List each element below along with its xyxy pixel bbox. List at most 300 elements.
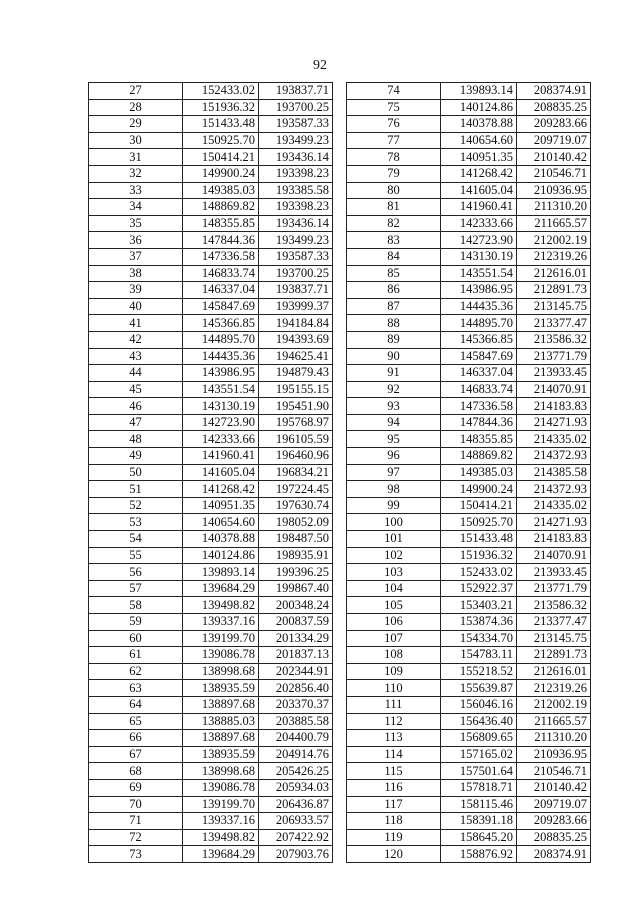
table-row <box>89 199 333 216</box>
x-coordinate-cell: 158391.18 <box>441 813 517 830</box>
x-coordinate-cell: 140124.86 <box>441 99 517 116</box>
table-row <box>347 199 591 216</box>
point-number-cell: 74 <box>347 83 441 100</box>
y-coordinate-cell: 214070.91 <box>517 381 591 398</box>
table-row <box>89 796 333 813</box>
x-coordinate-cell: 158115.46 <box>441 796 517 813</box>
y-coordinate-cell: 210936.95 <box>517 746 591 763</box>
y-coordinate-cell: 195768.97 <box>259 414 333 431</box>
y-coordinate-cell: 194184.84 <box>259 315 333 332</box>
point-number-cell: 39 <box>89 282 183 299</box>
x-coordinate-cell: 140378.88 <box>441 116 517 133</box>
table-row <box>89 99 333 116</box>
x-coordinate-cell: 152922.37 <box>441 580 517 597</box>
y-coordinate-cell: 196460.96 <box>259 448 333 465</box>
table-row <box>347 331 591 348</box>
x-coordinate-cell: 138998.68 <box>183 663 259 680</box>
y-coordinate-cell: 210546.71 <box>517 763 591 780</box>
point-number-cell: 109 <box>347 663 441 680</box>
y-coordinate-cell: 193837.71 <box>259 83 333 100</box>
y-coordinate-cell: 214335.02 <box>517 497 591 514</box>
table-row <box>347 597 591 614</box>
point-number-cell: 42 <box>89 331 183 348</box>
y-coordinate-cell: 209719.07 <box>517 796 591 813</box>
y-coordinate-cell: 214070.91 <box>517 547 591 564</box>
x-coordinate-cell: 142333.66 <box>183 431 259 448</box>
point-number-cell: 65 <box>89 713 183 730</box>
x-coordinate-cell: 139199.70 <box>183 630 259 647</box>
y-coordinate-cell: 199867.40 <box>259 580 333 597</box>
x-coordinate-cell: 150414.21 <box>441 497 517 514</box>
table-row <box>89 414 333 431</box>
point-number-cell: 90 <box>347 348 441 365</box>
point-number-cell: 66 <box>89 730 183 747</box>
table-row <box>347 132 591 149</box>
y-coordinate-cell: 206436.87 <box>259 796 333 813</box>
table-row <box>347 149 591 166</box>
table-row <box>347 365 591 382</box>
x-coordinate-cell: 139337.16 <box>183 813 259 830</box>
point-number-cell: 77 <box>347 132 441 149</box>
table-row <box>89 647 333 664</box>
point-number-cell: 70 <box>89 796 183 813</box>
table-row <box>89 746 333 763</box>
y-coordinate-cell: 213377.47 <box>517 614 591 631</box>
y-coordinate-cell: 198935.91 <box>259 547 333 564</box>
y-coordinate-cell: 214335.02 <box>517 431 591 448</box>
table-row <box>89 663 333 680</box>
y-coordinate-cell: 212616.01 <box>517 265 591 282</box>
x-coordinate-cell: 139086.78 <box>183 647 259 664</box>
y-coordinate-cell: 195451.90 <box>259 398 333 415</box>
x-coordinate-cell: 140951.35 <box>183 497 259 514</box>
table-row <box>89 464 333 481</box>
x-coordinate-cell: 153403.21 <box>441 597 517 614</box>
table-row <box>89 630 333 647</box>
point-number-cell: 43 <box>89 348 183 365</box>
x-coordinate-cell: 147844.36 <box>441 414 517 431</box>
y-coordinate-cell: 214183.83 <box>517 531 591 548</box>
point-number-cell: 78 <box>347 149 441 166</box>
x-coordinate-cell: 151433.48 <box>183 116 259 133</box>
table-row <box>347 464 591 481</box>
point-number-cell: 34 <box>89 199 183 216</box>
table-row <box>347 796 591 813</box>
point-number-cell: 67 <box>89 746 183 763</box>
x-coordinate-cell: 147336.58 <box>183 248 259 265</box>
x-coordinate-cell: 145366.85 <box>441 331 517 348</box>
y-coordinate-cell: 211665.57 <box>517 713 591 730</box>
y-coordinate-cell: 206933.57 <box>259 813 333 830</box>
table-row <box>347 215 591 232</box>
x-coordinate-cell: 151936.32 <box>183 99 259 116</box>
table-row <box>347 647 591 664</box>
x-coordinate-cell: 145366.85 <box>183 315 259 332</box>
x-coordinate-cell: 150925.70 <box>183 132 259 149</box>
table-row <box>89 116 333 133</box>
y-coordinate-cell: 201334.29 <box>259 630 333 647</box>
table-row <box>89 165 333 182</box>
y-coordinate-cell: 210140.42 <box>517 149 591 166</box>
table-row <box>89 779 333 796</box>
x-coordinate-cell: 141605.04 <box>183 464 259 481</box>
y-coordinate-cell: 207903.76 <box>259 846 333 863</box>
point-number-cell: 50 <box>89 464 183 481</box>
x-coordinate-cell: 138897.68 <box>183 730 259 747</box>
table-row <box>347 663 591 680</box>
y-coordinate-cell: 193436.14 <box>259 215 333 232</box>
point-number-cell: 52 <box>89 497 183 514</box>
point-number-cell: 45 <box>89 381 183 398</box>
table-row <box>89 829 333 846</box>
point-number-cell: 103 <box>347 564 441 581</box>
point-number-cell: 93 <box>347 398 441 415</box>
table-row <box>89 680 333 697</box>
x-coordinate-cell: 141605.04 <box>441 182 517 199</box>
table-row <box>89 182 333 199</box>
table-row <box>89 531 333 548</box>
x-coordinate-cell: 145847.69 <box>183 298 259 315</box>
table-row <box>89 282 333 299</box>
y-coordinate-cell: 214385.58 <box>517 464 591 481</box>
x-coordinate-cell: 140654.60 <box>183 514 259 531</box>
table-row <box>89 215 333 232</box>
x-coordinate-cell: 138897.68 <box>183 696 259 713</box>
x-coordinate-cell: 153874.36 <box>441 614 517 631</box>
point-number-cell: 92 <box>347 381 441 398</box>
x-coordinate-cell: 156046.16 <box>441 696 517 713</box>
y-coordinate-cell: 193587.33 <box>259 248 333 265</box>
x-coordinate-cell: 157501.64 <box>441 763 517 780</box>
y-coordinate-cell: 207422.92 <box>259 829 333 846</box>
y-coordinate-cell: 193837.71 <box>259 282 333 299</box>
point-number-cell: 81 <box>347 199 441 216</box>
table-row <box>347 730 591 747</box>
x-coordinate-cell: 143551.54 <box>441 265 517 282</box>
point-number-cell: 119 <box>347 829 441 846</box>
x-coordinate-cell: 152433.02 <box>441 564 517 581</box>
y-coordinate-cell: 210936.95 <box>517 182 591 199</box>
y-coordinate-cell: 193587.33 <box>259 116 333 133</box>
table-row <box>89 381 333 398</box>
table-row <box>347 116 591 133</box>
point-number-cell: 58 <box>89 597 183 614</box>
y-coordinate-cell: 213586.32 <box>517 331 591 348</box>
table-row <box>89 481 333 498</box>
table-row <box>89 265 333 282</box>
x-coordinate-cell: 140654.60 <box>441 132 517 149</box>
x-coordinate-cell: 143986.95 <box>183 365 259 382</box>
x-coordinate-cell: 142333.66 <box>441 215 517 232</box>
x-coordinate-cell: 157818.71 <box>441 779 517 796</box>
point-number-cell: 83 <box>347 232 441 249</box>
point-number-cell: 111 <box>347 696 441 713</box>
x-coordinate-cell: 142723.90 <box>441 232 517 249</box>
point-number-cell: 105 <box>347 597 441 614</box>
point-number-cell: 102 <box>347 547 441 564</box>
y-coordinate-cell: 202856.40 <box>259 680 333 697</box>
x-coordinate-cell: 140951.35 <box>441 149 517 166</box>
x-coordinate-cell: 139684.29 <box>183 580 259 597</box>
x-coordinate-cell: 143551.54 <box>183 381 259 398</box>
x-coordinate-cell: 139337.16 <box>183 614 259 631</box>
x-coordinate-cell: 149900.24 <box>441 481 517 498</box>
y-coordinate-cell: 212616.01 <box>517 663 591 680</box>
table-row <box>89 597 333 614</box>
y-coordinate-cell: 213377.47 <box>517 315 591 332</box>
table-row <box>347 431 591 448</box>
table-row <box>347 83 591 100</box>
point-number-cell: 91 <box>347 365 441 382</box>
point-number-cell: 87 <box>347 298 441 315</box>
x-coordinate-cell: 139498.82 <box>183 829 259 846</box>
table-row <box>347 829 591 846</box>
table-row <box>347 614 591 631</box>
table-row <box>347 165 591 182</box>
point-number-cell: 61 <box>89 647 183 664</box>
x-coordinate-cell: 139086.78 <box>183 779 259 796</box>
table-row <box>347 564 591 581</box>
point-number-cell: 76 <box>347 116 441 133</box>
table-row <box>347 182 591 199</box>
point-number-cell: 115 <box>347 763 441 780</box>
y-coordinate-cell: 196834.21 <box>259 464 333 481</box>
table-row <box>347 514 591 531</box>
x-coordinate-cell: 157165.02 <box>441 746 517 763</box>
table-row <box>89 614 333 631</box>
point-number-cell: 100 <box>347 514 441 531</box>
x-coordinate-cell: 147844.36 <box>183 232 259 249</box>
table-row <box>347 547 591 564</box>
point-number-cell: 46 <box>89 398 183 415</box>
table-row <box>347 414 591 431</box>
x-coordinate-cell: 146337.04 <box>441 365 517 382</box>
point-number-cell: 107 <box>347 630 441 647</box>
table-row <box>89 365 333 382</box>
table-row <box>347 746 591 763</box>
table-row <box>89 331 333 348</box>
table-row <box>89 846 333 863</box>
table-row <box>347 713 591 730</box>
y-coordinate-cell: 202344.91 <box>259 663 333 680</box>
x-coordinate-cell: 156809.65 <box>441 730 517 747</box>
y-coordinate-cell: 196105.59 <box>259 431 333 448</box>
x-coordinate-cell: 142723.90 <box>183 414 259 431</box>
x-coordinate-cell: 146833.74 <box>183 265 259 282</box>
point-number-cell: 63 <box>89 680 183 697</box>
point-number-cell: 85 <box>347 265 441 282</box>
x-coordinate-cell: 140378.88 <box>183 531 259 548</box>
x-coordinate-cell: 151936.32 <box>441 547 517 564</box>
point-number-cell: 89 <box>347 331 441 348</box>
point-number-cell: 27 <box>89 83 183 100</box>
table-row <box>347 813 591 830</box>
page-number: 92 <box>313 58 327 73</box>
x-coordinate-cell: 141268.42 <box>441 165 517 182</box>
x-coordinate-cell: 139199.70 <box>183 796 259 813</box>
x-coordinate-cell: 141960.41 <box>441 199 517 216</box>
x-coordinate-cell: 138885.03 <box>183 713 259 730</box>
point-number-cell: 59 <box>89 614 183 631</box>
point-number-cell: 41 <box>89 315 183 332</box>
point-number-cell: 117 <box>347 796 441 813</box>
x-coordinate-cell: 154334.70 <box>441 630 517 647</box>
y-coordinate-cell: 208835.25 <box>517 829 591 846</box>
y-coordinate-cell: 209283.66 <box>517 813 591 830</box>
y-coordinate-cell: 194625.41 <box>259 348 333 365</box>
point-number-cell: 96 <box>347 448 441 465</box>
y-coordinate-cell: 212891.73 <box>517 647 591 664</box>
y-coordinate-cell: 193385.58 <box>259 182 333 199</box>
y-coordinate-cell: 200837.59 <box>259 614 333 631</box>
x-coordinate-cell: 154783.11 <box>441 647 517 664</box>
table-row <box>89 497 333 514</box>
y-coordinate-cell: 213586.32 <box>517 597 591 614</box>
y-coordinate-cell: 193700.25 <box>259 265 333 282</box>
point-number-cell: 95 <box>347 431 441 448</box>
y-coordinate-cell: 193700.25 <box>259 99 333 116</box>
x-coordinate-cell: 158645.20 <box>441 829 517 846</box>
x-coordinate-cell: 144895.70 <box>183 331 259 348</box>
point-number-cell: 108 <box>347 647 441 664</box>
x-coordinate-cell: 144895.70 <box>441 315 517 332</box>
point-number-cell: 40 <box>89 298 183 315</box>
point-number-cell: 84 <box>347 248 441 265</box>
x-coordinate-cell: 152433.02 <box>183 83 259 100</box>
x-coordinate-cell: 144435.36 <box>441 298 517 315</box>
y-coordinate-cell: 210546.71 <box>517 165 591 182</box>
y-coordinate-cell: 212002.19 <box>517 696 591 713</box>
y-coordinate-cell: 212891.73 <box>517 282 591 299</box>
x-coordinate-cell: 141960.41 <box>183 448 259 465</box>
table-row <box>347 481 591 498</box>
y-coordinate-cell: 201837.13 <box>259 647 333 664</box>
x-coordinate-cell: 146833.74 <box>441 381 517 398</box>
table-row <box>347 696 591 713</box>
point-number-cell: 36 <box>89 232 183 249</box>
table-row <box>89 763 333 780</box>
x-coordinate-cell: 138998.68 <box>183 763 259 780</box>
y-coordinate-cell: 212002.19 <box>517 232 591 249</box>
point-number-cell: 86 <box>347 282 441 299</box>
y-coordinate-cell: 203885.58 <box>259 713 333 730</box>
table-row <box>89 232 333 249</box>
point-number-cell: 38 <box>89 265 183 282</box>
x-coordinate-cell: 149385.03 <box>183 182 259 199</box>
x-coordinate-cell: 140124.86 <box>183 547 259 564</box>
point-number-cell: 116 <box>347 779 441 796</box>
point-number-cell: 72 <box>89 829 183 846</box>
coordinates-table-left-body <box>89 83 333 863</box>
table-row <box>347 381 591 398</box>
table-row <box>347 232 591 249</box>
table-row <box>347 497 591 514</box>
y-coordinate-cell: 208835.25 <box>517 99 591 116</box>
x-coordinate-cell: 139893.14 <box>441 83 517 100</box>
point-number-cell: 99 <box>347 497 441 514</box>
point-number-cell: 47 <box>89 414 183 431</box>
point-number-cell: 28 <box>89 99 183 116</box>
point-number-cell: 120 <box>347 846 441 863</box>
y-coordinate-cell: 197224.45 <box>259 481 333 498</box>
table-row <box>347 398 591 415</box>
x-coordinate-cell: 144435.36 <box>183 348 259 365</box>
y-coordinate-cell: 195155.15 <box>259 381 333 398</box>
point-number-cell: 60 <box>89 630 183 647</box>
table-row <box>89 149 333 166</box>
point-number-cell: 49 <box>89 448 183 465</box>
point-number-cell: 97 <box>347 464 441 481</box>
point-number-cell: 32 <box>89 165 183 182</box>
y-coordinate-cell: 193499.23 <box>259 232 333 249</box>
point-number-cell: 112 <box>347 713 441 730</box>
y-coordinate-cell: 198052.09 <box>259 514 333 531</box>
x-coordinate-cell: 149385.03 <box>441 464 517 481</box>
x-coordinate-cell: 146337.04 <box>183 282 259 299</box>
table-row <box>89 813 333 830</box>
point-number-cell: 30 <box>89 132 183 149</box>
y-coordinate-cell: 213145.75 <box>517 298 591 315</box>
table-row <box>89 580 333 597</box>
y-coordinate-cell: 210140.42 <box>517 779 591 796</box>
point-number-cell: 69 <box>89 779 183 796</box>
y-coordinate-cell: 194393.69 <box>259 331 333 348</box>
y-coordinate-cell: 193436.14 <box>259 149 333 166</box>
y-coordinate-cell: 214183.83 <box>517 398 591 415</box>
y-coordinate-cell: 213771.79 <box>517 580 591 597</box>
point-number-cell: 82 <box>347 215 441 232</box>
table-row <box>89 132 333 149</box>
y-coordinate-cell: 211310.20 <box>517 199 591 216</box>
point-number-cell: 44 <box>89 365 183 382</box>
y-coordinate-cell: 212319.26 <box>517 680 591 697</box>
point-number-cell: 56 <box>89 564 183 581</box>
y-coordinate-cell: 214372.93 <box>517 448 591 465</box>
y-coordinate-cell: 209719.07 <box>517 132 591 149</box>
table-row <box>89 696 333 713</box>
x-coordinate-cell: 143986.95 <box>441 282 517 299</box>
table-row <box>89 298 333 315</box>
y-coordinate-cell: 199396.25 <box>259 564 333 581</box>
table-row <box>347 248 591 265</box>
table-row <box>89 398 333 415</box>
point-number-cell: 118 <box>347 813 441 830</box>
y-coordinate-cell: 194879.43 <box>259 365 333 382</box>
table-row <box>347 630 591 647</box>
point-number-cell: 64 <box>89 696 183 713</box>
table-row <box>347 99 591 116</box>
x-coordinate-cell: 147336.58 <box>441 398 517 415</box>
x-coordinate-cell: 139893.14 <box>183 564 259 581</box>
point-number-cell: 106 <box>347 614 441 631</box>
table-row <box>89 431 333 448</box>
y-coordinate-cell: 193999.37 <box>259 298 333 315</box>
y-coordinate-cell: 213933.45 <box>517 365 591 382</box>
table-row <box>347 315 591 332</box>
table-row <box>89 730 333 747</box>
x-coordinate-cell: 148869.82 <box>441 448 517 465</box>
y-coordinate-cell: 213933.45 <box>517 564 591 581</box>
x-coordinate-cell: 149900.24 <box>183 165 259 182</box>
table-row <box>89 564 333 581</box>
y-coordinate-cell: 209283.66 <box>517 116 591 133</box>
coordinates-table-right <box>346 82 591 863</box>
table-row <box>89 315 333 332</box>
x-coordinate-cell: 151433.48 <box>441 531 517 548</box>
point-number-cell: 62 <box>89 663 183 680</box>
y-coordinate-cell: 212319.26 <box>517 248 591 265</box>
y-coordinate-cell: 197630.74 <box>259 497 333 514</box>
